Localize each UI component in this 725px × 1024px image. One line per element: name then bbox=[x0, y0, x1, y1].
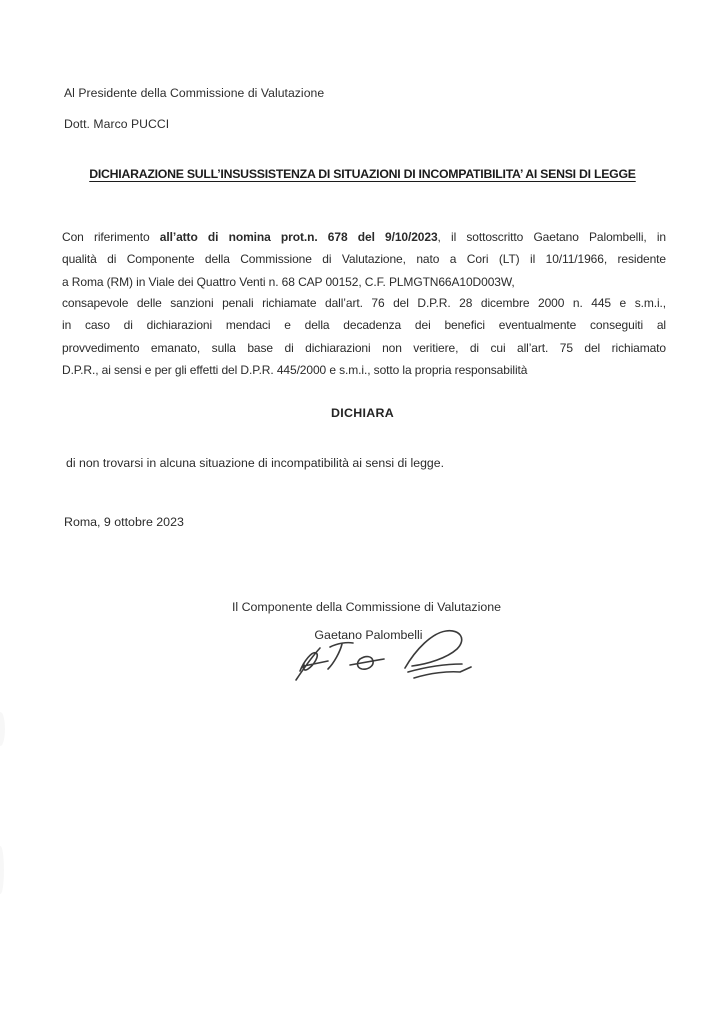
paragraph-text: , il sottoscritto Gaetano Palombelli, in bbox=[437, 230, 666, 244]
signature-stroke bbox=[296, 648, 328, 680]
paragraph-line: consapevole delle sanzioni penali richiamate dall’art. 76 del D.P.R. 28 dicembre 2000 n. 445 e s.m.i., bbox=[62, 296, 666, 310]
scan-artifact bbox=[0, 846, 4, 894]
scan-artifact bbox=[0, 712, 5, 746]
opening-paragraph bbox=[62, 226, 666, 293]
document-title: DICHIARAZIONE SULL’INSUSSISTENZA DI SITUAZIONI DI INCOMPATIBILITA’ AI SENSI DI LEGGE bbox=[89, 167, 636, 181]
handwritten-signature bbox=[276, 621, 481, 691]
paragraph-line: provvedimento emanato, sulla base di dichiarazioni non veritiere, di cui all’art. 75 del richiamato bbox=[62, 340, 666, 355]
declaration-heading: DICHIARA bbox=[331, 406, 394, 420]
signatory-role: Il Componente della Commissione di Valutazione bbox=[231, 600, 502, 614]
signatory-name: Gaetano Palombelli bbox=[314, 628, 423, 642]
recipient-line: Al Presidente della Commissione di Valutazione bbox=[64, 86, 325, 100]
paragraph-line: qualità di Componente della Commissione di Valutazione, nato a Cori (LT) il 10/11/1966, residente bbox=[62, 252, 666, 267]
place-date: Roma, 9 ottobre 2023 bbox=[64, 515, 184, 529]
paragraph-line: a Roma (RM) in Viale dei Quattro Venti n. 68 CAP 00152, C.F. PLMGTN66A10D003W, bbox=[62, 274, 515, 289]
declaration-statement: di non trovarsi in alcuna situazione di incompatibilità ai sensi di legge. bbox=[66, 456, 445, 470]
liability-paragraph bbox=[62, 292, 666, 382]
paragraph-text: Con riferimento bbox=[62, 230, 160, 244]
paragraph-line: in caso di dichiarazioni mendaci e della decadenza dei benefici eventualmente conseguiti al bbox=[62, 318, 666, 333]
signature-stroke bbox=[405, 631, 471, 678]
paragraph-line: D.P.R., ai sensi e per gli effetti del D.P.R. 445/2000 e s.m.i., sotto la propria responsabilità bbox=[62, 363, 528, 378]
signature-stroke bbox=[350, 657, 384, 670]
paragraph-line bbox=[62, 226, 666, 248]
addressee-name: Dott. Marco PUCCI bbox=[64, 117, 170, 131]
bold-nomination-reference: all’atto di nomina prot.n. 678 del 9/10/2023 bbox=[159, 230, 438, 244]
